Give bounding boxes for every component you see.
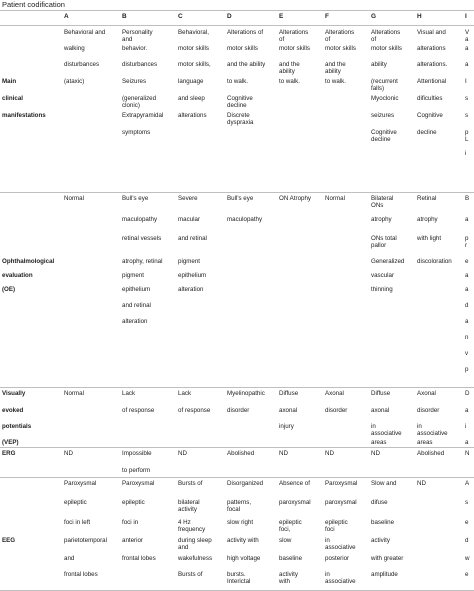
table-cell: B [465, 195, 470, 202]
table-cell: motor skills, [178, 61, 211, 68]
table-cell: discoloration [417, 258, 452, 265]
table-cell: a [465, 61, 469, 68]
table-cell: epileptic [64, 499, 87, 506]
table-cell: Myelinopathic [227, 390, 265, 397]
column-header-d: D [227, 13, 232, 20]
table-cell: ND [64, 450, 73, 457]
table-cell: ND [279, 450, 288, 457]
table-cell: Bull's eye [122, 195, 149, 202]
table-cell: Seizures [122, 78, 147, 85]
table-rule [0, 477, 474, 478]
table-cell: a [465, 407, 469, 414]
table-cell: epileptic foci [325, 519, 348, 533]
row-label: EEG [2, 537, 16, 544]
table-cell: n [465, 334, 469, 341]
table-cell: Attentional [417, 78, 447, 85]
table-cell: paroxysmal [279, 499, 311, 506]
table-cell: epithelium [178, 272, 207, 279]
table-cell: thinning [371, 286, 393, 293]
table-cell: with greater [371, 555, 404, 562]
table-cell: during sleep and [178, 537, 212, 551]
table-cell: motor skills [325, 45, 356, 52]
table-cell: v [465, 350, 469, 357]
table-cell: high voltage [227, 555, 261, 562]
table-cell: e [465, 258, 469, 265]
table-cell: d [465, 537, 469, 544]
table-cell: maculopathy [227, 216, 263, 223]
table-cell: in associative [325, 537, 356, 551]
row-label: evoked [2, 407, 24, 414]
table-cell: decline [417, 129, 437, 136]
column-header-a: A [64, 13, 69, 20]
table-cell: alterations [178, 112, 207, 119]
table-cell: activity with [279, 571, 298, 585]
table-cell: disturbances [64, 61, 100, 68]
table-cell: ND [371, 450, 380, 457]
table-cell: in associative [325, 571, 356, 585]
table-cell: axonal [279, 407, 298, 414]
table-cell: dificulties [417, 95, 443, 102]
table-cell: and retinal [178, 235, 207, 242]
table-cell: epileptic foci, [279, 519, 302, 533]
table-cell: Abolished [417, 450, 445, 457]
table-cell: A [465, 480, 470, 487]
table-cell: Axonal [417, 390, 436, 397]
table-cell: Normal [325, 195, 345, 202]
table-cell: Alterations of [371, 29, 401, 43]
table-cell: Slow and [371, 480, 397, 487]
table-cell: Cognitive decline [227, 95, 253, 109]
table-cell: and the ability [227, 61, 266, 68]
table-cell: Behavioral and [64, 29, 106, 36]
table-cell: p [465, 366, 469, 373]
table-cell: a [465, 286, 469, 293]
table-cell: Bilateral ONs [371, 195, 394, 209]
table-cell: Visual and [417, 29, 446, 36]
table-cell: Alterations of [279, 29, 309, 43]
table-cell: to walk. [227, 78, 248, 85]
table-rule [0, 447, 474, 448]
table-cell: baseline [371, 519, 395, 526]
table-cell: N [465, 450, 470, 457]
table-cell: Normal [64, 195, 84, 202]
row-label: Visually [2, 390, 26, 397]
table-cell: (recurrent falls) [371, 78, 398, 92]
table-cell: frontal lobes [122, 555, 156, 562]
table-cell: ONs total pallor [371, 235, 397, 249]
table-rule [0, 10, 474, 11]
table-cell: to walk. [325, 78, 346, 85]
table-cell: Bursts of [178, 480, 203, 487]
table-cell: difuse [371, 499, 388, 506]
table-cell: symptoms [122, 129, 151, 136]
table-caption: Patient codification [2, 0, 65, 9]
table-cell: and the ability [279, 61, 300, 75]
table-cell: vascular [371, 272, 395, 279]
table-cell: a [465, 439, 469, 446]
row-label: Main [2, 78, 17, 85]
column-header-f: F [325, 13, 329, 20]
table-cell: Behavioral, [178, 29, 209, 36]
table-cell: ON Atrophy [279, 195, 311, 202]
table-cell: Bull's eye [227, 195, 254, 202]
table-cell: ability [371, 61, 387, 68]
table-cell: posterior [325, 555, 350, 562]
column-header-g: G [371, 13, 376, 20]
table-cell: alterations [417, 45, 446, 52]
table-cell: i [465, 423, 467, 430]
table-cell: Cognitive [417, 112, 443, 119]
table-cell: epithelium [122, 286, 151, 293]
table-cell: maculopathy [122, 216, 158, 223]
table-cell: ND [417, 480, 426, 487]
table-cell: foci in left [64, 519, 91, 526]
table-cell: s [465, 95, 469, 102]
table-cell: slow right [227, 519, 254, 526]
table-cell: Alterations of [325, 29, 355, 43]
table-cell: alterations. [417, 61, 448, 68]
table-cell: pigment [122, 272, 145, 279]
table-cell: motor skills [178, 45, 209, 52]
table-cell: of response [178, 407, 211, 414]
table-cell: motor skills [371, 45, 402, 52]
table-cell: bursts. Interictal [227, 571, 251, 585]
table-cell: to walk. [279, 78, 300, 85]
table-cell: Axonal [325, 390, 344, 397]
table-cell: Impossible [122, 450, 152, 457]
table-cell: Personality and [122, 29, 153, 43]
table-cell: epileptic [122, 499, 145, 506]
table-cell: baseline [279, 555, 303, 562]
table-cell: Myoclonic [371, 95, 399, 102]
table-cell: atrophy, retinal [122, 258, 163, 265]
table-cell: Lack [122, 390, 136, 397]
column-header-c: C [178, 13, 183, 20]
column-header-b: B [122, 13, 127, 20]
row-label: potentials [2, 423, 32, 430]
table-cell: Paroxysmal [122, 480, 155, 487]
table-cell: w [465, 555, 470, 562]
table-cell: bilateral activity [178, 499, 200, 513]
table-cell: a [465, 45, 469, 52]
table-cell: Alterations of [227, 29, 264, 36]
table-cell: Paroxysmal [64, 480, 97, 487]
row-label: ERG [2, 450, 16, 457]
table-cell: disorder [227, 407, 250, 414]
table-cell: p L [465, 129, 469, 143]
table-cell: anterior [122, 537, 143, 544]
table-cell: amplitude [371, 571, 398, 578]
table-cell: (ataxic) [64, 78, 85, 85]
column-header-e: E [279, 13, 284, 20]
table-cell: of response [122, 407, 155, 414]
table-cell: injury [279, 423, 294, 430]
table-cell: ND [325, 450, 334, 457]
table-cell: a [465, 318, 469, 325]
table-cell: (generalized clonic) [122, 95, 157, 109]
table-cell: Paroxysmal [325, 480, 358, 487]
row-label: Ophthalmological [2, 258, 55, 265]
table-cell: Retinal [417, 195, 437, 202]
table-cell: and retinal [122, 302, 151, 309]
table-cell: with light [417, 235, 442, 242]
table-cell: Abolished [227, 450, 255, 457]
table-cell: Diffuse [371, 390, 391, 397]
table-cell: Severe [178, 195, 198, 202]
table-cell: a [465, 216, 469, 223]
row-label: (OE) [2, 286, 16, 293]
table-cell: Disorganized [227, 480, 264, 487]
table-cell: disorder [417, 407, 440, 414]
table-cell: seizures [371, 112, 395, 119]
table-cell: disturbances [122, 61, 158, 68]
table-cell: Lack [178, 390, 192, 397]
table-cell: patterns, focal [227, 499, 252, 513]
table-cell: parietotemporal [64, 537, 107, 544]
table-cell: 4 Hz frequency [178, 519, 206, 533]
table-cell: frontal lobes [64, 571, 98, 578]
column-header-i: I [465, 13, 467, 20]
table-cell: atrophy [417, 216, 438, 223]
table-cell: Discrete dyspraxia [227, 112, 254, 126]
table-cell: Bursts of [178, 571, 203, 578]
table-cell: language [178, 78, 204, 85]
row-label: evaluation [2, 272, 33, 279]
table-cell: e [465, 519, 469, 526]
table-cell: s [465, 499, 469, 506]
table-cell: s [465, 112, 469, 119]
row-label: manifestations [2, 112, 46, 119]
row-label: clinical [2, 95, 23, 102]
table-cell: Cognitive decline [371, 129, 397, 143]
table-cell: macular [178, 216, 201, 223]
table-cell: paroxysmal [325, 499, 357, 506]
table-cell: I [465, 78, 467, 85]
table-cell: in associative [417, 423, 448, 437]
table-cell: Extrapyramidal [122, 112, 164, 119]
table-cell: slow [279, 537, 292, 544]
table-cell: Diffuse [279, 390, 299, 397]
table-cell: motor skills [227, 45, 258, 52]
table-cell: behavior. [122, 45, 148, 52]
table-cell: Absence of [279, 480, 310, 487]
table-cell: ND [178, 450, 187, 457]
table-cell: atrophy [371, 216, 392, 223]
table-cell: Generalized [371, 258, 405, 265]
table-cell: to perform [122, 467, 151, 474]
table-rule [0, 192, 474, 193]
table-rule [0, 387, 474, 388]
table-rule [0, 25, 474, 26]
row-label: (VEP) [2, 439, 19, 446]
table-cell: axonal [371, 407, 390, 414]
table-cell: d [465, 302, 469, 309]
table-cell: disorder [325, 407, 348, 414]
table-cell: activity [371, 537, 390, 544]
table-cell: walking [64, 45, 85, 52]
table-cell: areas [417, 439, 433, 446]
table-cell: and [64, 555, 75, 562]
table-cell: areas [371, 439, 387, 446]
table-cell: and sleep [178, 95, 205, 102]
table-cell: Normal [64, 390, 84, 397]
table-cell: i [465, 150, 467, 157]
table-cell: motor skills [279, 45, 310, 52]
table-cell: e [465, 571, 469, 578]
table-cell: alteration [122, 318, 148, 325]
table-cell: and the ability [325, 61, 346, 75]
table-cell: pigment [178, 258, 201, 265]
column-header-h: H [417, 13, 422, 20]
table-cell: in associative [371, 423, 402, 437]
table-cell: p r [465, 235, 469, 249]
table-cell: V a [465, 29, 470, 43]
table-cell: wakefulness [178, 555, 213, 562]
table-cell: foci in [122, 519, 139, 526]
table-cell: a [465, 272, 469, 279]
table-cell: alteration [178, 286, 204, 293]
table-cell: retinal vessels [122, 235, 162, 242]
table-cell: activity with [227, 537, 259, 544]
table-cell: D [465, 390, 470, 397]
